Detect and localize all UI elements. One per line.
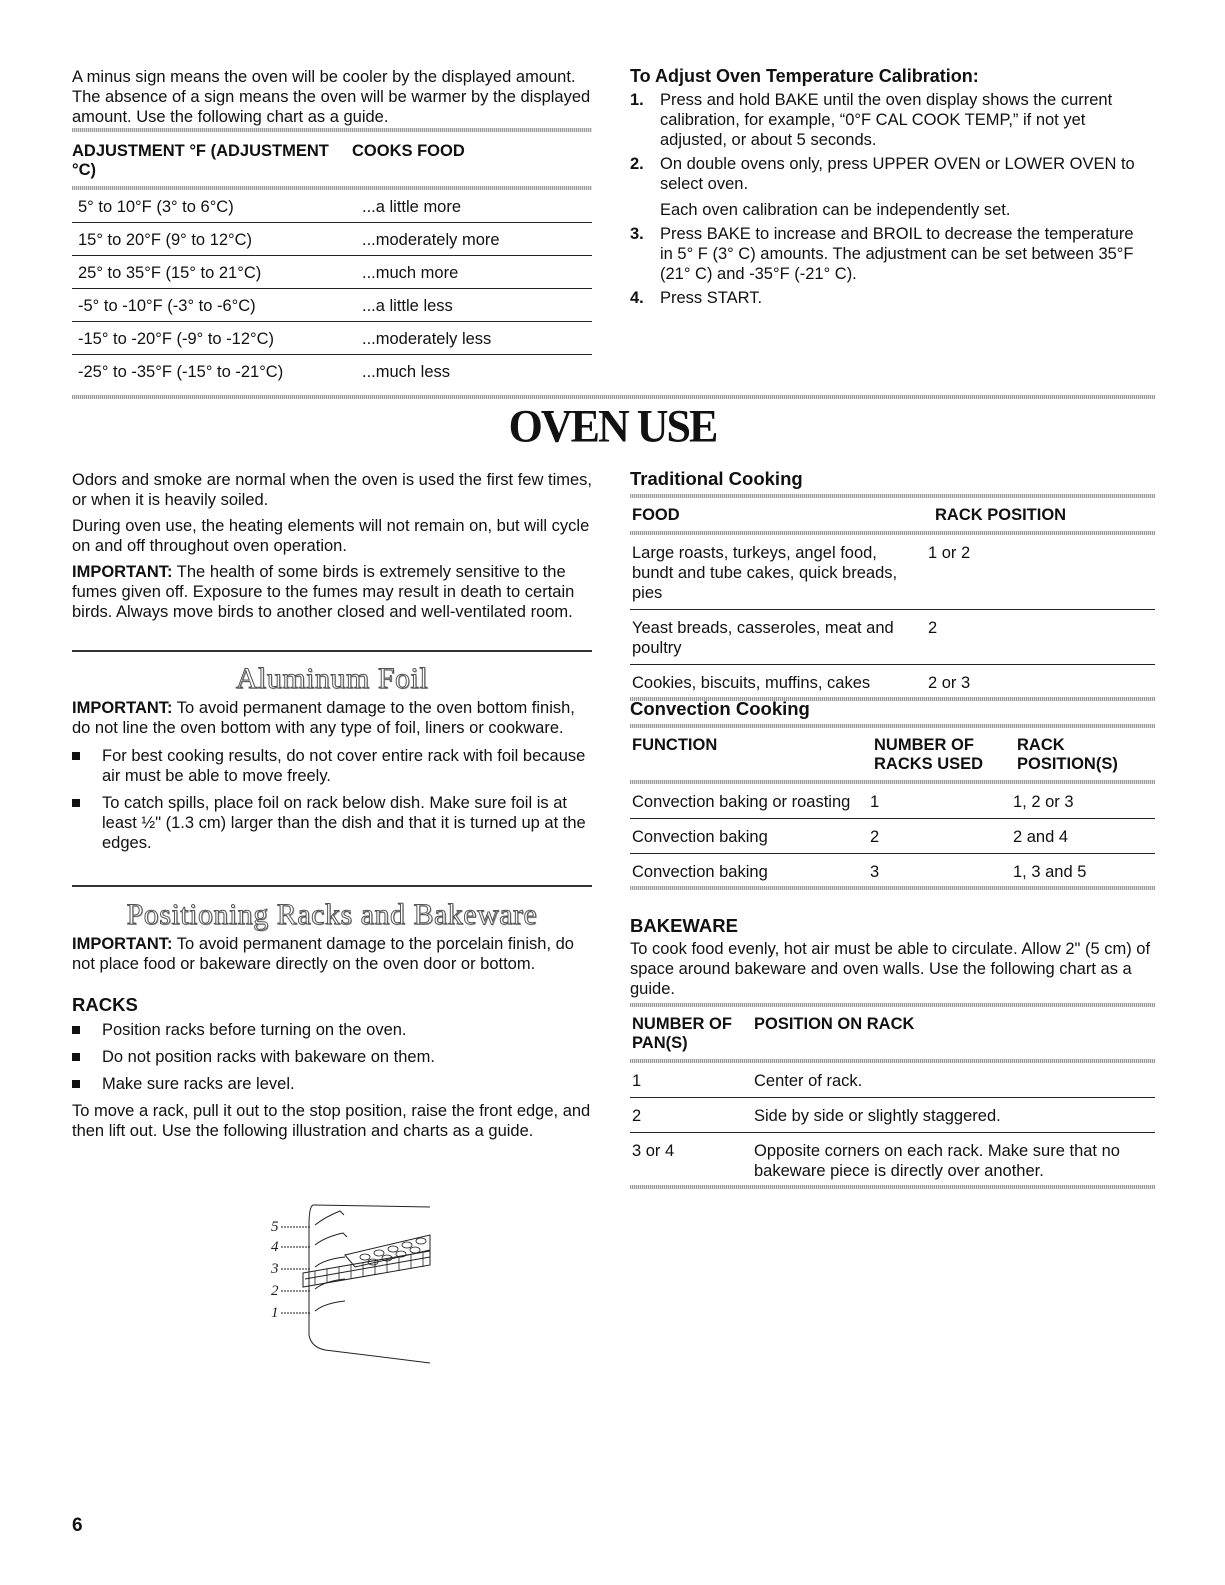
table-cell: ...moderately less [362,330,492,348]
step-text: On double ovens only, press UPPER OVEN or LOWER OVEN to select oven. [660,155,1135,193]
adjust-header-col2: COOKS FOOD [352,142,465,160]
table-header: FOOD [632,506,680,524]
calibration-title: To Adjust Oven Temperature Calibration: [630,66,979,86]
table-row [72,190,592,223]
table-cell: 5° to 10°F (3° to 6°C) [78,198,234,216]
foil-bullets [72,746,592,853]
table-cell: -5° to -10°F (-3° to -6°C) [78,297,256,315]
important-text: To avoid permanent damage to the porcelain finish, do not place food or bakeware directly on the oven door or bottom. [72,935,574,973]
paragraph [72,562,592,622]
step-text: Press and hold BAKE until the oven display shows the current calibration, for example, “0°F CAL COOK TEMP,” if not yet adjusted, or about 5 seconds. [660,91,1113,149]
table-row [72,223,592,256]
list-item [72,1074,592,1094]
divider [630,1185,1155,1189]
table-cell: Center of rack. [754,1072,863,1090]
table-header: NUMBER OF PAN(S) [632,1015,732,1052]
table-cell: 3 or 4 [632,1142,675,1160]
bullet-icon [72,799,80,807]
table-cell: 2 [928,619,938,637]
table-cell: Convection baking or roasting [632,793,851,811]
bullet-text: Position racks before turning on the oven. [102,1021,407,1039]
table-cell: ...a little less [362,297,453,315]
table-cell: 2 or 3 [928,674,971,692]
divider [72,885,592,887]
important-text: To avoid permanent damage to the oven bottom finish, do not line the oven bottom with any type of foil, liners or cookware. [72,699,575,737]
bullet-icon [72,1053,80,1061]
table-row [630,1098,1155,1133]
list-item [72,1020,592,1040]
rack-label: 5 [271,1219,279,1235]
section-divider [72,395,1155,399]
step-number: 3. [630,225,644,243]
table-cell: Large roasts, turkeys, angel food, bundt and tube cakes, quick breads, pies [632,544,898,602]
table-row [630,854,1155,887]
table-row [72,256,592,289]
rack-label: 2 [271,1283,279,1299]
table-cell: 2 [870,828,880,846]
table-cell: Yeast breads, casseroles, meat and poultry [632,619,894,657]
important-label: IMPORTANT: [72,699,173,717]
oven-use-intro [72,470,592,628]
table-cell: -15° to -20°F (-9° to -12°C) [78,330,275,348]
aluminum-foil-section [72,662,592,860]
table-cell: 1, 2 or 3 [1013,793,1074,811]
calibration-steps [630,90,1155,308]
step-note: Each oven calibration can be independently set. [660,201,1011,219]
important-text: The health of some birds is extremely sensitive to the fumes given off. Exposure to the fumes may result in death to certain birds. Always move birds to another closed and well-ventilated room. [72,563,575,621]
racks-bullets [72,1020,592,1094]
table-cell: Opposite corners on each rack. Make sure that no bakeware piece is directly over another. [754,1142,1120,1180]
table-row [72,355,592,388]
bullet-text: Do not position racks with bakeware on them. [102,1048,435,1066]
section-heading: Traditional Cooking [630,468,803,489]
divider [630,886,1155,890]
table-cell: 15° to 20°F (9° to 12°C) [78,231,253,249]
positioning-section [72,898,592,1147]
adjust-header-col1: ADJUSTMENT °F (ADJUSTMENT °C) [72,142,329,179]
racks-heading: RACKS [72,994,138,1015]
paragraph: To cook food evenly, hot air must be able to circulate. Allow 2" (5 cm) of space around bakeware and oven walls. Use the following chart as a guide. [630,940,1151,998]
rack-illustration [265,1195,440,1365]
page-title: OVEN USE [508,400,717,453]
rack-label: 3 [271,1261,279,1277]
table-header: RACK POSITION [935,506,1067,524]
step-number: 1. [630,91,644,109]
table-row [630,665,1155,698]
intro-block [72,67,592,133]
paragraph [72,698,592,738]
table-cell: ...moderately more [362,231,500,249]
table-row [630,819,1155,854]
important-label: IMPORTANT: [72,935,173,953]
table-cell: -25° to -35°F (-15° to -21°C) [78,363,284,381]
list-item [72,746,592,786]
rack-label: 1 [271,1305,279,1321]
traditional-section [630,468,1155,701]
table-row [630,610,1155,665]
table-cell: 1, 3 and 5 [1013,863,1087,881]
page-number: 6 [72,1515,83,1536]
list-item [630,90,1155,150]
table-cell: 1 or 2 [928,544,971,562]
table-cell: 25° to 35°F (15° to 21°C) [78,264,262,282]
table-cell: 3 [870,863,880,881]
rack-label: 4 [271,1239,279,1255]
table-row [72,322,592,355]
list-item [72,1047,592,1067]
table-header: RACK POSITION(S) [1017,736,1118,773]
bakeware-section [630,915,1155,1189]
table-cell: Cookies, biscuits, muffins, cakes [632,674,871,692]
bullet-text: Make sure racks are level. [102,1075,295,1093]
calibration-block [630,66,1155,312]
table-cell: ...much more [362,264,459,282]
table-row [630,1133,1155,1186]
table-cell: 2 and 4 [1013,828,1069,846]
table-row [72,289,592,322]
step-text: Press START. [660,289,763,307]
section-heading: Aluminum Foil [235,662,429,695]
table-cell: Convection baking [632,863,768,881]
table-cell: ...much less [362,363,451,381]
list-item [630,288,1155,308]
list-item [630,224,1155,284]
bullet-text: For best cooking results, do not cover entire rack with foil because air must be able to move freely. [102,747,586,785]
table-header: FUNCTION [632,736,718,754]
convection-section [630,698,1155,890]
table-cell: Convection baking [632,828,768,846]
step-text: Press BAKE to increase and BROIL to decrease the temperature in 5° F (3° C) amounts. The adjustment can be set between 35°F (21° C) and -35°F (-21° C). [660,225,1134,283]
adjust-table [72,128,592,387]
bullet-icon [72,1080,80,1088]
table-header: NUMBER OF RACKS USED [874,736,984,773]
section-heading: BAKEWARE [630,915,738,936]
bullet-icon [72,1026,80,1034]
paragraph: During oven use, the heating elements will not remain on, but will cycle on and off throughout oven operation. [72,517,590,555]
important-label: IMPORTANT: [72,563,173,581]
paragraph [72,934,592,974]
table-cell: 2 [632,1107,642,1125]
bullet-text: To catch spills, place foil on rack below dish. Make sure foil is at least ½" (1.3 cm) larger than the dish and that it is turned up at the edges. [102,794,586,852]
table-cell: ...a little more [362,198,462,216]
step-number: 2. [630,155,644,173]
intro-text: A minus sign means the oven will be cooler by the displayed amount. The absence of a sign means the oven will be warmer by the displayed amount. Use the following chart as a guide. [72,68,591,126]
paragraph: Odors and smoke are normal when the oven is used the first few times, or when it is heavily soiled. [72,471,592,509]
table-cell: 1 [632,1072,642,1090]
section-heading: Convection Cooking [630,698,810,719]
table-cell: Side by side or slightly staggered. [754,1107,1001,1125]
table-row [630,784,1155,819]
table-cell: 1 [870,793,880,811]
table-row [630,1063,1155,1098]
paragraph: To move a rack, pull it out to the stop position, raise the front edge, and then lift out. Use the following illustration and charts as a guide. [72,1102,591,1140]
list-item [72,793,592,853]
table-header: POSITION ON RACK [754,1015,915,1033]
bullet-icon [72,752,80,760]
step-number: 4. [630,289,644,307]
list-item [630,154,1155,220]
section-heading: Positioning Racks and Bakeware [126,898,538,931]
table-row [630,535,1155,610]
divider [72,650,592,652]
